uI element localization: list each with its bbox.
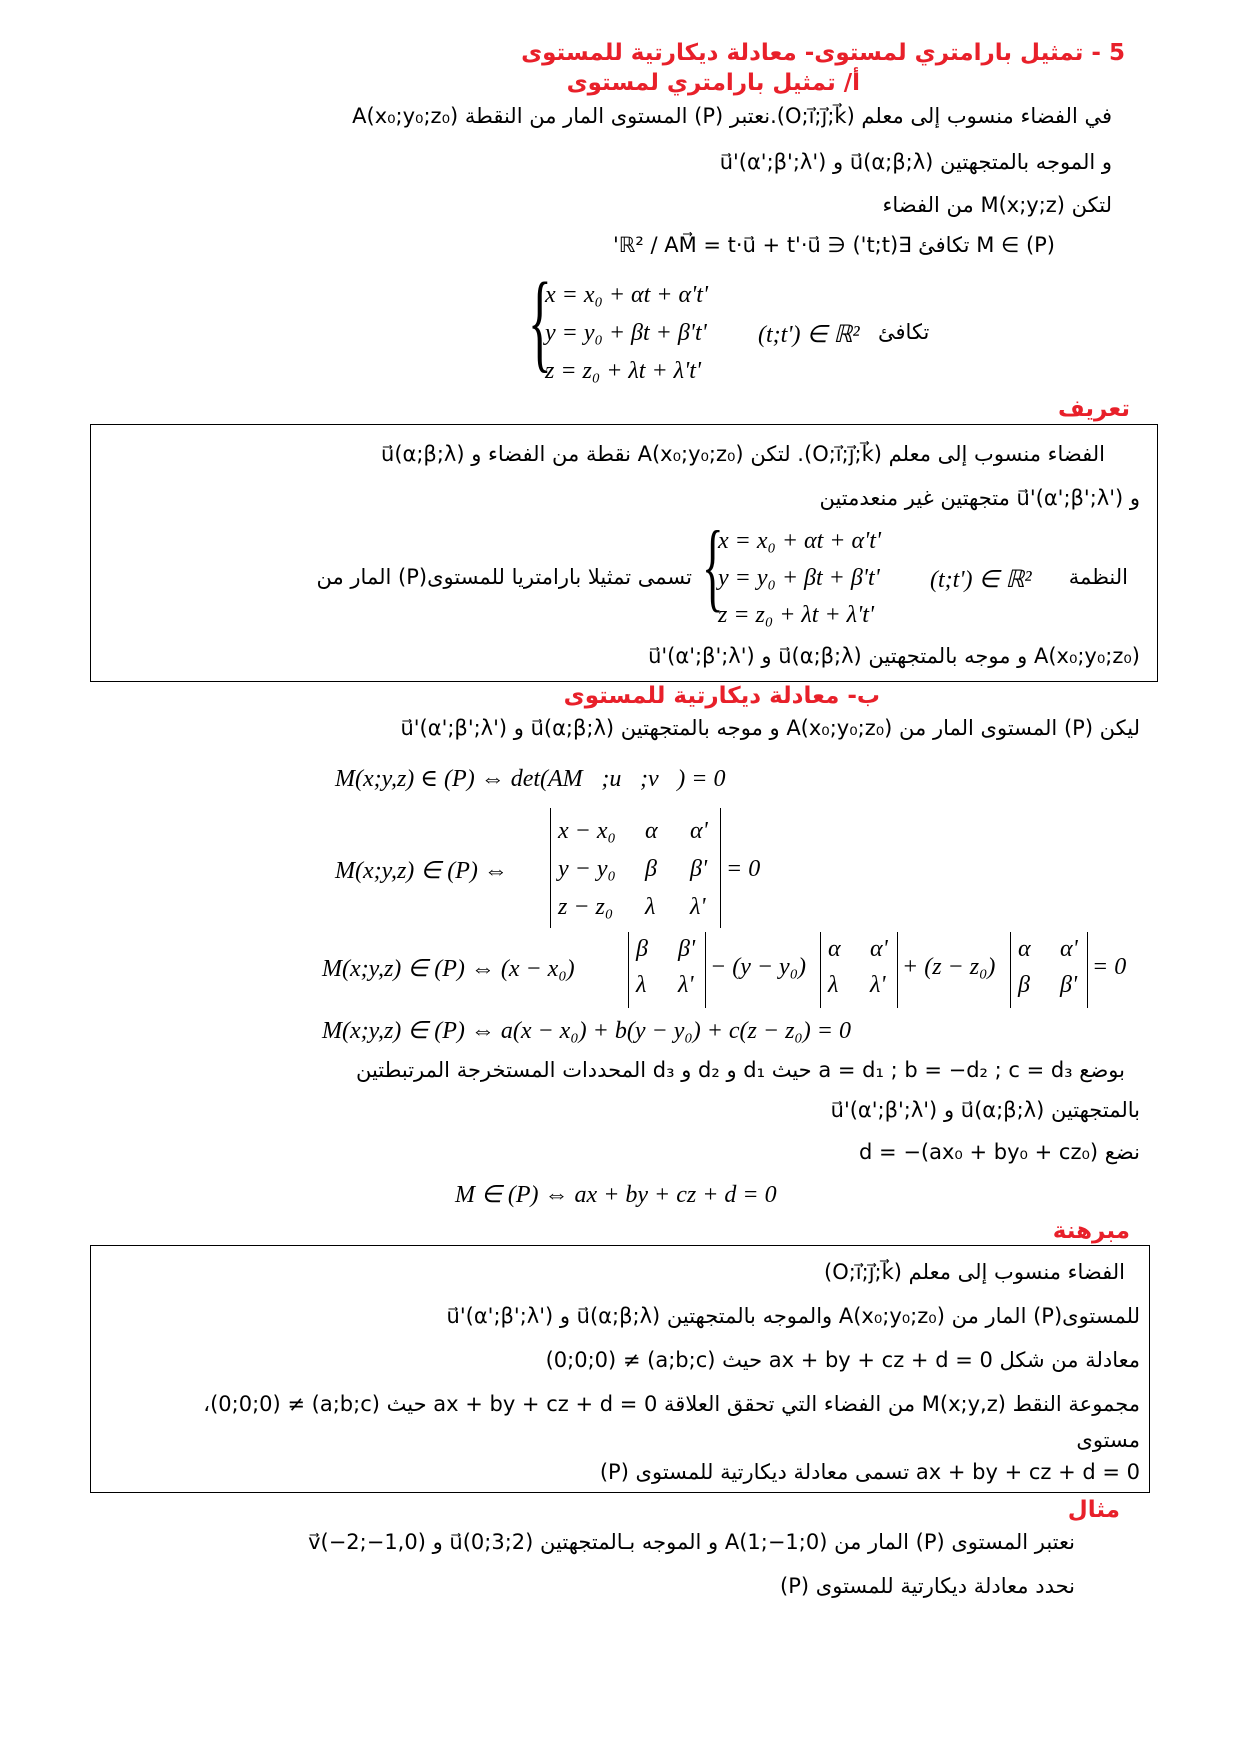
- theorem-line-5: مستوى: [1076, 1428, 1140, 1452]
- det-cell: β': [690, 856, 708, 882]
- minor3-left-bar: [1010, 932, 1011, 1008]
- minor-cell: λ': [678, 972, 694, 998]
- det-cell: α: [645, 818, 658, 844]
- minor-cell: α: [1018, 936, 1031, 962]
- cartesian-heading: ب- معادلة ديكارتية للمستوى: [563, 683, 880, 709]
- minor-cell: β': [1060, 972, 1078, 998]
- intro-line-2: و الموجه بالمتجهتين u⃗(α;β;λ) و u⃗'(α';β';λ'): [719, 150, 1112, 174]
- minor-cell: β': [678, 936, 696, 962]
- det-cell: z − z₀: [558, 894, 614, 920]
- intro-line-3: لتكن M(x;y;z) من الفضاء: [882, 193, 1112, 217]
- cartesian-eq-3-d: = 0: [1092, 954, 1127, 980]
- minor1-right-bar: [705, 932, 706, 1008]
- det-cell: y − y₀: [558, 856, 616, 882]
- minor-cell: α': [870, 936, 888, 962]
- example-heading: مثال: [1067, 1497, 1120, 1523]
- intro-system-y: y = y₀ + βt + β't': [545, 320, 707, 346]
- minor-cell: λ: [636, 972, 647, 998]
- definition-system-label: النظمة: [1068, 565, 1128, 589]
- definition-system-x: x = x₀ + αt + α't': [718, 528, 882, 554]
- minor-cell: β: [1018, 972, 1030, 998]
- definition-system-z: z = z₀ + λt + λ't': [718, 602, 874, 628]
- theorem-heading: مبرهنة: [1052, 1218, 1130, 1244]
- cartesian-eq-1: M(x;y,z) ∈ (P) ⇔ det(AM⃗;u⃗;v⃗) = 0: [335, 766, 726, 792]
- theorem-line-1: الفضاء منسوب إلى معلم (O;i⃗;j⃗;k⃗): [823, 1260, 1125, 1284]
- cartesian-line-d: نضع d = −(ax₀ + by₀ + cz₀): [859, 1140, 1140, 1164]
- det-cell: β: [645, 856, 657, 882]
- intro-system-z: z = z₀ + λt + λ't': [545, 358, 701, 384]
- section-subtitle: أ/ تمثيل بارامتري لمستوى: [566, 70, 860, 96]
- cartesian-line-set: بوضع a = d₁ ; b = −d₂ ; c = d₃ حيث d₁ و d₂ و d₃ المحددات المستخرجة المرتبطتين: [355, 1058, 1125, 1082]
- cartesian-eq-4: M(x;y,z) ∈ (P) ⇔ a(x − x₀) + b(y − y₀) + c(z − z₀) = 0: [322, 1018, 851, 1044]
- example-line-1: نعتبر المستوى (P) المار من A(1;−1;0) و الموجه بـالمتجهتين u⃗(0;3;2) و v⃗(−2;−1,0): [308, 1530, 1075, 1554]
- intro-system-x: x = x₀ + αt + α't': [545, 282, 709, 308]
- minor-cell: α': [1060, 936, 1078, 962]
- definition-system-y: y = y₀ + βt + β't': [718, 565, 880, 591]
- minor2-right-bar: [897, 932, 898, 1008]
- det-cell: x − x₀: [558, 818, 616, 844]
- det-cell: λ: [645, 894, 656, 920]
- theorem-line-2: للمستوى(P) المار من A(x₀;y₀;z₀) والموجه بالمتجهتين u⃗(α;β;λ) و u⃗'(α';β';λ'): [446, 1304, 1140, 1328]
- theorem-line-4: مجموعة النقط M(x;y,z) من الفضاء التي تحقق العلاقة ax + by + cz + d = 0 حيث (a;b;c) ≠ (0;0;0)،: [203, 1392, 1140, 1416]
- definition-heading: تعريف: [1058, 396, 1130, 422]
- intro-system-brace: {: [528, 260, 552, 382]
- theorem-line-3: معادلة من شكل ax + by + cz + d = 0 حيث (a;b;c) ≠ (0;0;0): [545, 1348, 1140, 1372]
- det-cell: α': [690, 818, 708, 844]
- definition-line-3: تسمى تمثيلا بارامتريا للمستوى(P) المار من: [316, 565, 692, 589]
- cartesian-eq-3-b: − (y − y₀): [710, 954, 807, 980]
- cartesian-eq-2-rhs: = 0: [726, 856, 761, 882]
- intro-system-cond: (t;t') ∈ ℝ²: [758, 322, 860, 348]
- cartesian-eq-5: M ∈ (P) ⇔ ax + by + cz + d = 0: [455, 1182, 777, 1208]
- cartesian-eq-2-lhs: M(x;y,z) ∈ (P) ⇔: [335, 858, 508, 884]
- minor1-left-bar: [628, 932, 629, 1008]
- intro-line-1: في الفضاء منسوب إلى معلم (O;i⃗;j⃗;k⃗).نعتبر (P) المستوى المار من النقطة A(x₀;y₀;z₀): [352, 104, 1112, 128]
- definition-line-4: A(x₀;y₀;z₀) و موجه بالمتجهتين u⃗(α;β;λ) و u⃗'(α';β';λ'): [648, 644, 1140, 668]
- minor-cell: α: [828, 936, 841, 962]
- det-right-bar: [720, 808, 721, 928]
- minor2-left-bar: [820, 932, 821, 1008]
- example-line-2: نحدد معادلة ديكارتية للمستوى (P): [780, 1574, 1075, 1598]
- minor-cell: β: [636, 936, 648, 962]
- det-left-bar: [550, 808, 551, 928]
- definition-system-cond: (t;t') ∈ ℝ²: [930, 567, 1032, 593]
- section-title: 5 - تمثيل بارامتري لمستوى- معادلة ديكارتية للمستوى: [521, 40, 1125, 66]
- definition-line-1: الفضاء منسوب إلى معلم (O;i⃗;j⃗;k⃗). لتكن A(x₀;y₀;z₀) نقطة من الفضاء و u⃗(α;β;λ): [381, 442, 1105, 466]
- intro-line-4: M ∈ (P) تكافئ ∃(t;t') ∈ ℝ² / AM⃗ = t·u⃗ + t'·u⃗': [612, 233, 1055, 257]
- cartesian-eq-3-c: + (z − z₀): [902, 954, 996, 980]
- minor-cell: λ': [870, 972, 886, 998]
- minor3-right-bar: [1087, 932, 1088, 1008]
- intro-equivalent: تكافئ: [878, 320, 930, 344]
- definition-system-brace: {: [702, 510, 724, 621]
- minor-cell: λ: [828, 972, 839, 998]
- det-cell: λ': [690, 894, 706, 920]
- cartesian-eq-3-a: M(x;y,z) ∈ (P) ⇔ (x − x₀): [322, 956, 575, 982]
- cartesian-line-vec: بالمتجهتين u⃗(α;β;λ) و u⃗'(α';β';λ'): [830, 1098, 1140, 1122]
- theorem-line-6: ax + by + cz + d = 0 تسمى معادلة ديكارتية للمستوى (P): [599, 1460, 1140, 1484]
- definition-line-2: و u⃗'(α';β';λ') متجهتين غير منعدمتين: [819, 486, 1140, 510]
- cartesian-line-1: ليكن (P) المستوى المار من A(x₀;y₀;z₀) و موجه بالمتجهتين u⃗(α;β;λ) و u⃗'(α';β';λ'): [400, 716, 1140, 740]
